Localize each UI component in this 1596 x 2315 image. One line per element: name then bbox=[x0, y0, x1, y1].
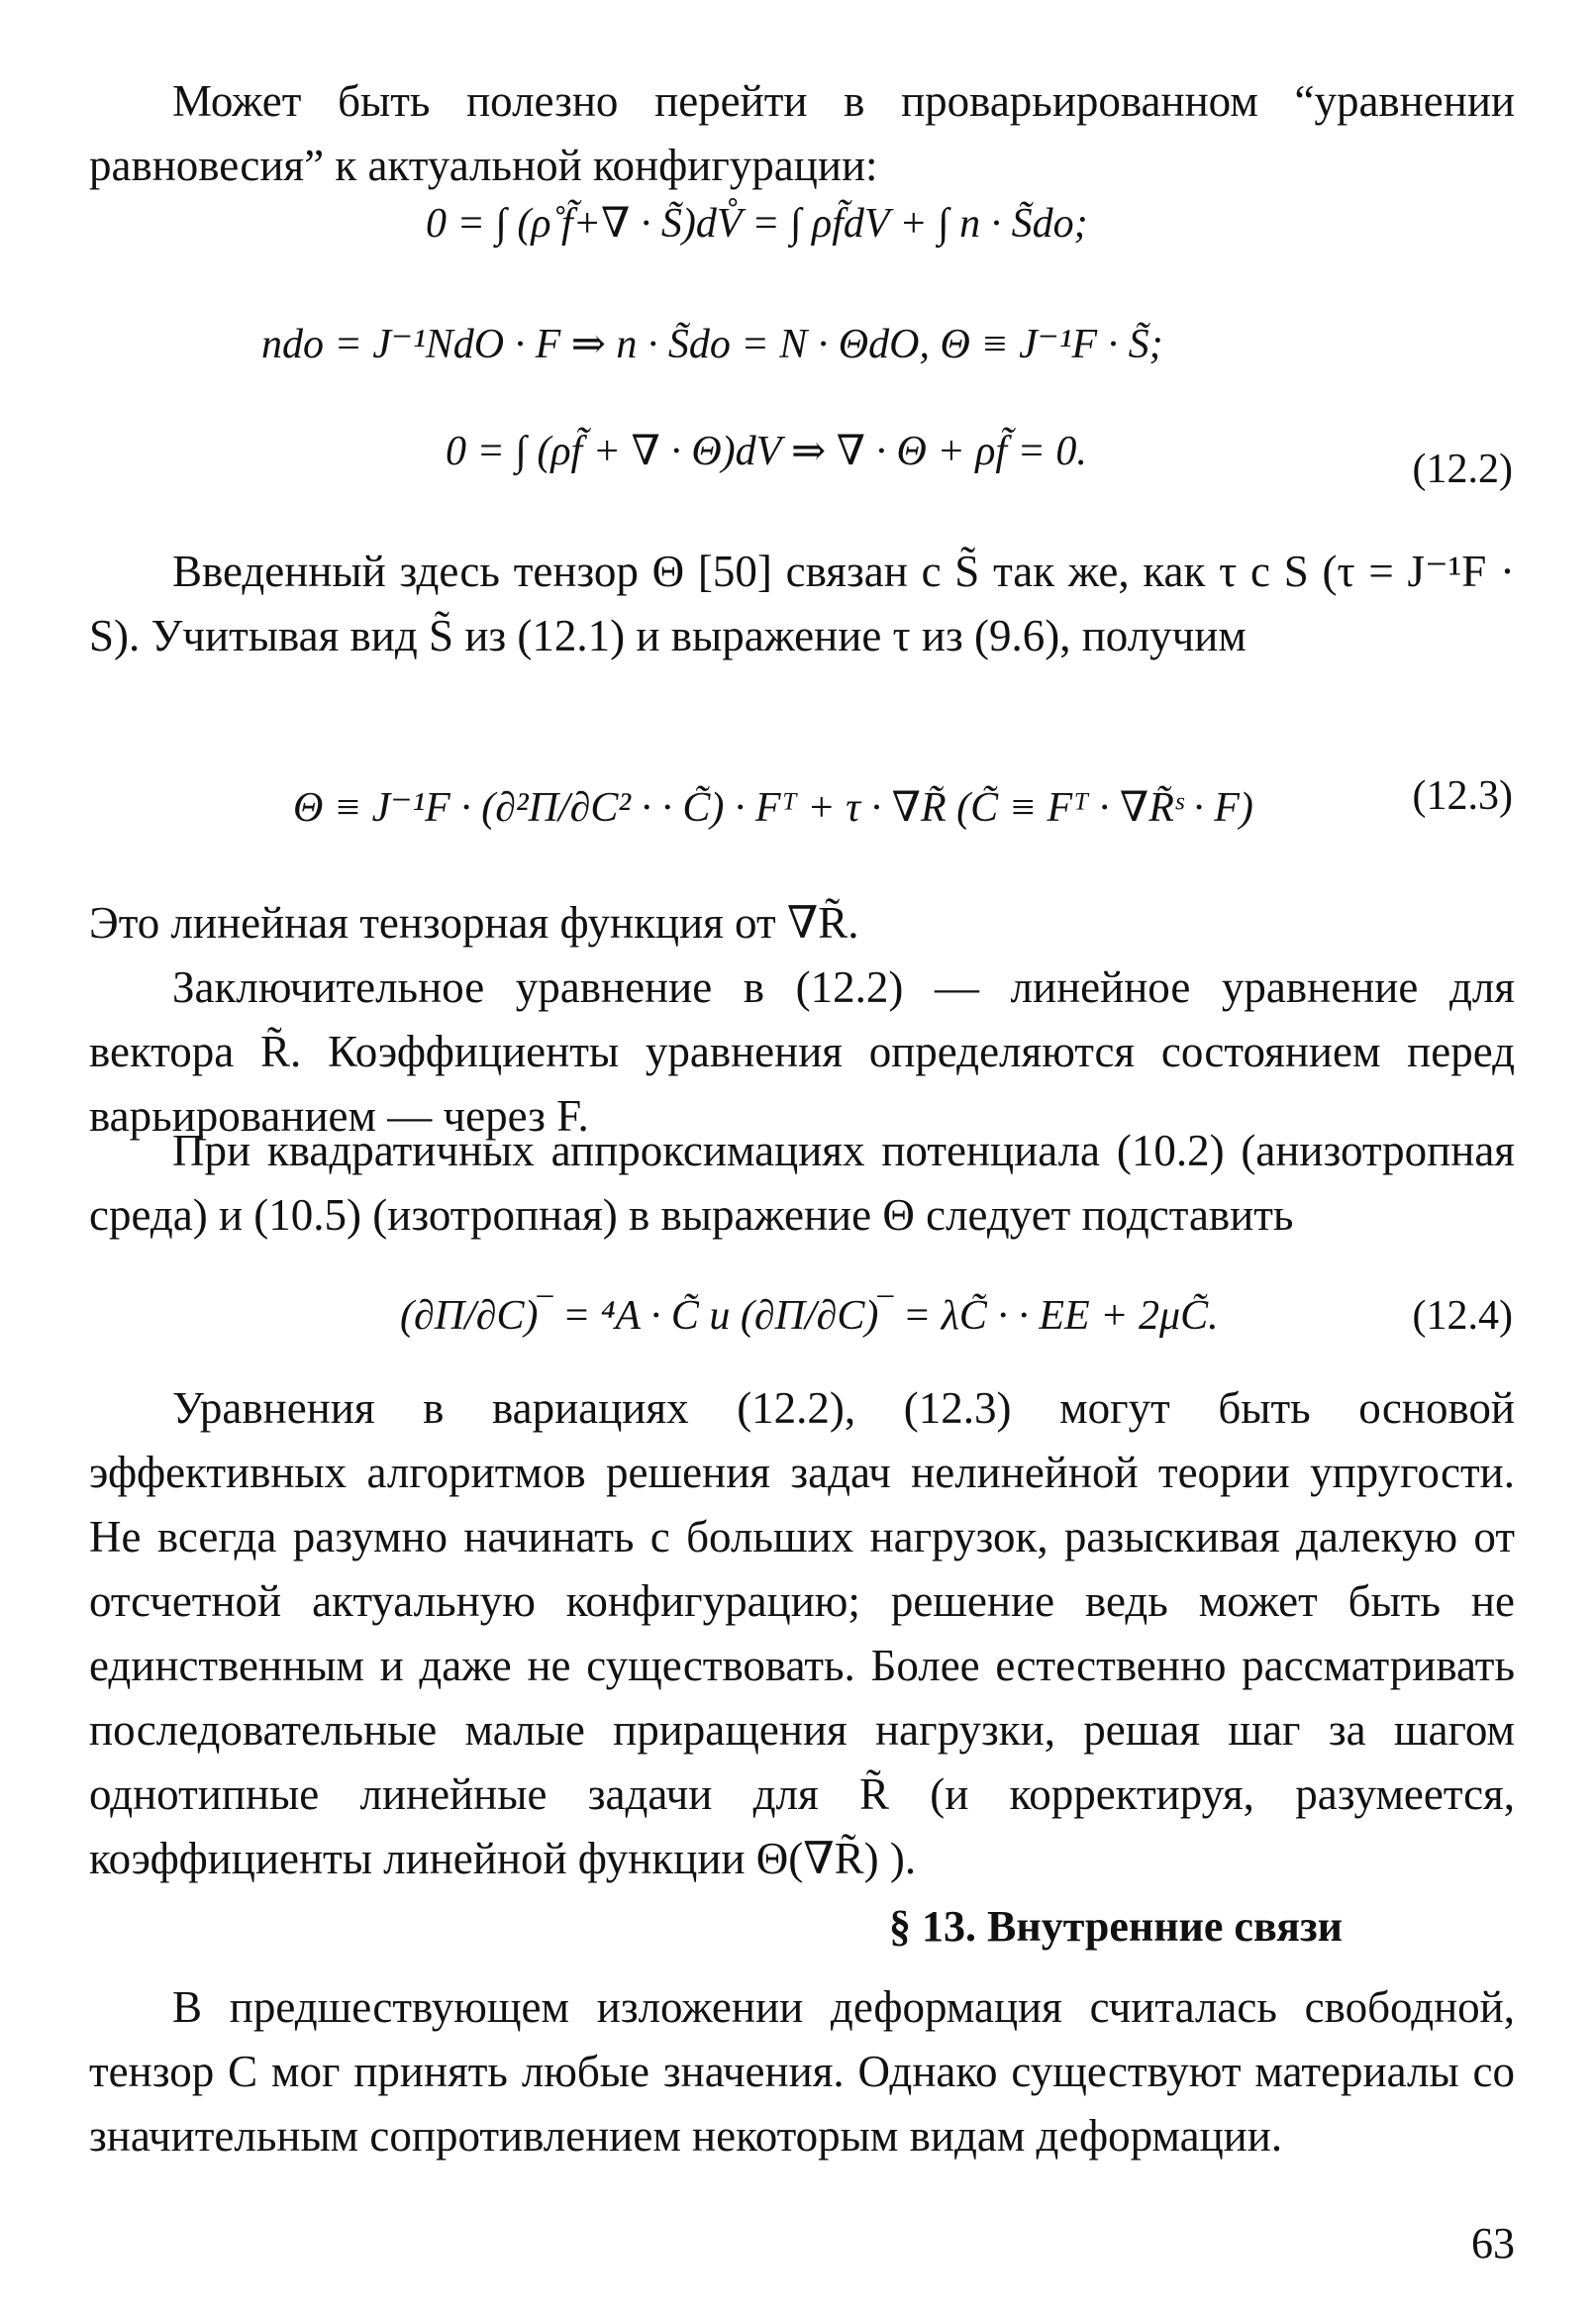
equation-number-12-4: (12.4) bbox=[1412, 1293, 1513, 1339]
equation-theta-definition: Θ ≡ J⁻¹F · (∂²Π/∂C² · · C̃) · Fᵀ + τ · ∇R̃ (C̃ ≡ Fᵀ · ∇R̃ˢ · F) bbox=[293, 785, 1253, 831]
equation-ndo-relation: ndo = J⁻¹NdO · F ⇒ n · S̃do = N · ΘdO, Θ ≡ J⁻¹F · S̃; bbox=[261, 322, 1163, 367]
paragraph-linear-function: Это линейная тензорная функция от ∇R̃. bbox=[89, 898, 859, 948]
equation-integral-balance: 0 = ∫ (ρ̊ f̃+∇ · S̃)dV̊ = ∫ ρf̃dV + ∫ n · S̃do; bbox=[426, 201, 1088, 247]
equation-potential-derivatives: (∂Π/∂C)‾ = ⁴A · C̃ и (∂Π/∂C)‾ = λC̃ · · EE + 2μC̃. bbox=[400, 1293, 1219, 1339]
paragraph-theta-tensor: Введенный здесь тензор Θ [50] связан с S̃ так же, как τ с S (τ = J⁻¹F · S). Учитывая вид S̃ из (12.1) и выражение τ из (9.6), получим bbox=[89, 547, 1515, 660]
section-heading: § 13. Внутренние связи bbox=[889, 1902, 1343, 1951]
equation-number-12-2: (12.2) bbox=[1412, 447, 1513, 492]
paragraph-variation-equations: Уравнения в вариациях (12.2), (12.3) могут быть основой эффективных алгоритмов решения задач нелинейной теории упругости. Не всегда разумно начинать с больших нагрузок, разыскивая далекую от отсчетной актуальную конфигурацию; решение ведь может быть не единственным и даже не существовать. Более естественно рассматривать последовательные малые приращения нагрузки, решая шаг за шагом однотипные линейные задачи для R̃ (и корректируя, разумеется, коэффициенты линейной функции Θ(∇R̃) ). bbox=[89, 1383, 1515, 1883]
page-number: 63 bbox=[1471, 2219, 1515, 2267]
equation-theta-divergence: 0 = ∫ (ρf̃ + ∇ · Θ)dV ⇒ ∇ · Θ + ρf̃ = 0. bbox=[446, 429, 1087, 474]
paragraph-intro: Может быть полезно перейти в проварьированном “уравнении равновесия” к актуальной конфигурации: bbox=[89, 76, 1515, 190]
paragraph-final-equation: Заключительное уравнение в (12.2) — линейное уравнение для вектора R̃. Коэффициенты уравнения определяются состоянием перед варьированием — через F. bbox=[89, 962, 1515, 1141]
equation-number-12-3: (12.3) bbox=[1412, 773, 1513, 819]
paragraph-internal-constraints: В предшествующем изложении деформация считалась свободной, тензор C мог принять любые значения. Однако существуют материалы со значительным сопротивлением некоторым видам деформации. bbox=[89, 1982, 1515, 2161]
paragraph-quadratic-approx: При квадратичных аппроксимациях потенциала (10.2) (анизотропная среда) и (10.5) (изотропная) в выражение Θ следует подставить bbox=[89, 1126, 1515, 1240]
